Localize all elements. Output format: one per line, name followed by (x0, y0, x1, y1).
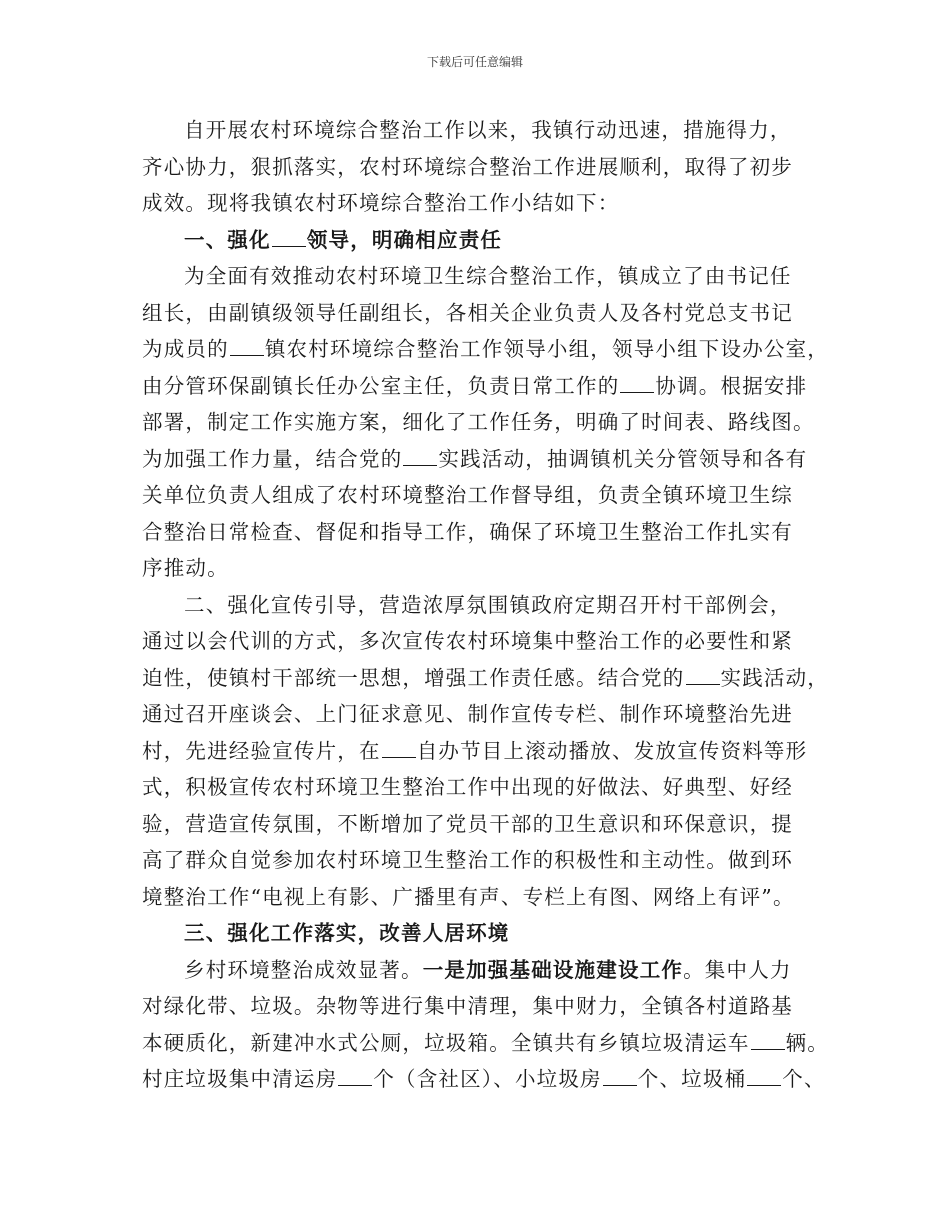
paragraph-line: 迫性，使镇村干部统一思想，增强工作责任感。结合党的 实践活动， (142, 665, 829, 690)
paragraph-line: 高了群众自觉参加农村环境卫生整治工作的积极性和主动性。做到环 (142, 848, 793, 872)
paragraph-line: 组长，由副镇级领导任副组长，各相关企业负责人及各村党总支书记 (142, 300, 793, 325)
fill-blank (338, 1065, 372, 1086)
section-heading-3: 三、强化工作落实，改善人居环境 (184, 921, 510, 945)
paragraph-line: 部署，制定工作实施方案，细化了工作任务，明确了时间表、路线图。 (142, 410, 815, 434)
paragraph-line: 通过以会代训的方式，多次宣传农村环境集中整治工作的必要性和紧 (142, 629, 793, 653)
paragraph-line: 序推动。 (142, 556, 229, 580)
fill-blank (620, 372, 654, 393)
paragraph-line: 齐心协力，狠抓落实，农村环境综合整治工作进展顺利，取得了初步 (142, 154, 793, 179)
paragraph-line: 由分管环保副镇长任办公室主任，负责日常工作的 协调。根据安排 (142, 373, 808, 398)
paragraph-line: 合整治日常检查、督促和指导工作，确保了环境卫生整治工作扎实有 (142, 519, 793, 544)
paragraph-line: 为加强工作力量，结合党的 实践活动，抽调镇机关分管领导和各有 (142, 446, 808, 471)
page-header: 下载后可任意编辑 (426, 55, 523, 69)
paragraph-line: 境整治工作“电视上有影、广播里有声、专栏上有图、网络上有评”。 (142, 884, 795, 909)
fill-blank (686, 664, 720, 685)
paragraph-line: 为成员的 镇农村环境综合整治工作领导小组，领导小组下设办公室， (142, 337, 830, 361)
fill-blank (751, 1029, 785, 1050)
paragraph-line: 式，积极宣传农村环境卫生整治工作中出现的好做法、好典型、好经 (142, 775, 793, 799)
paragraph-line: 村庄垃圾集中清运房 个（含社区）、小垃圾房 个、垃圾桶 个、 (142, 1067, 826, 1091)
fill-blank (230, 335, 264, 356)
paragraph-line: 乡村环境整治成效显著。一是加强基础设施建设工作。集中人力 (184, 957, 792, 982)
paragraph-line: 村，先进经验宣传片，在 自办节目上滚动播放、发放宣传资料等形 (142, 738, 808, 763)
fill-blank (382, 737, 416, 758)
paragraph-line: 验，营造宣传氛围，不断增加了党员干部的卫生意识和环保意识，提 (142, 811, 793, 836)
document-body (142, 112, 830, 1098)
paragraph-line: 为全面有效推动农村环境卫生综合整治工作，镇成立了由书记任 (184, 264, 792, 288)
section-heading-1: 一、强化 领导，明确相应责任 (184, 227, 503, 252)
paragraph-line: 成效。现将我镇农村环境综合整治工作小结如下： (142, 191, 620, 215)
fill-blank (603, 1065, 637, 1086)
fill-blank (272, 226, 306, 247)
section-heading-2: 二、强化宣传引导，营造浓厚氛围镇政府定期召开村干部例会， (184, 592, 792, 617)
paragraph-line: 本硬质化，新建冲水式公厕，垃圾箱。全镇共有乡镇垃圾清运车 辆。 (142, 1030, 830, 1055)
paragraph-line: 自开展农村环境综合整治工作以来，我镇行动迅速，措施得力， (184, 118, 792, 142)
paragraph-line: 通过召开座谈会、上门征求意见、制作宣传专栏、制作环境整治先进 (142, 702, 793, 726)
fill-blank (747, 1065, 781, 1086)
fill-blank (403, 445, 437, 466)
paragraph-line: 关单位负责人组成了农村环境整治工作督导组，负责全镇环境卫生综 (142, 483, 793, 507)
paragraph-line: 对绿化带、垃圾。杂物等进行集中清理，集中财力，全镇各村道路基 (142, 994, 793, 1018)
